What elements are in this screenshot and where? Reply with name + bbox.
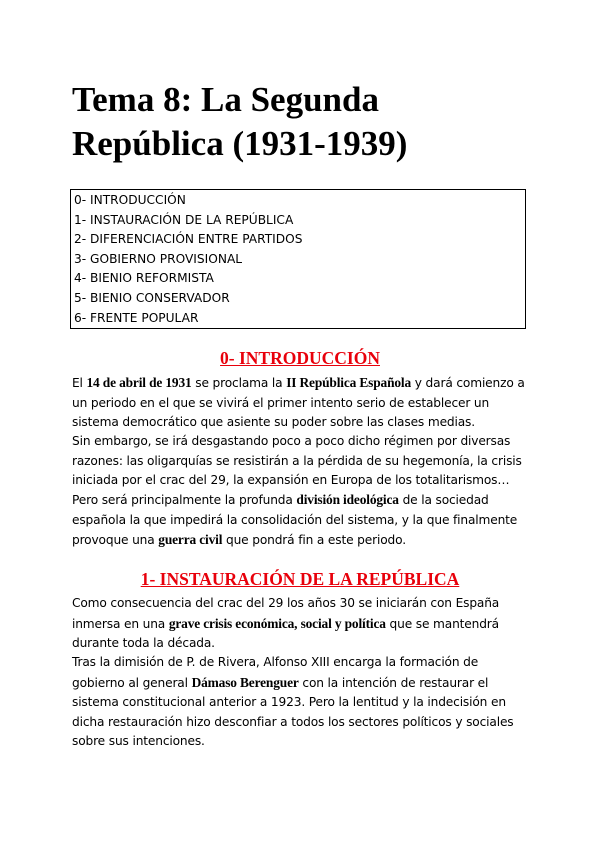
text-run: que se mantendrá durante toda la década. — [72, 616, 499, 651]
text-run: se proclama la — [191, 376, 287, 390]
text-run: Tras la dimisión de P. de Rivera, Alfonso XIII encarga la formación de gobierno al general — [72, 655, 479, 690]
toc-item-bienio-conservador: 5- BIENIO CONSERVADOR — [74, 290, 230, 305]
emphasis-date: 14 de abril de 1931 — [86, 375, 192, 390]
paragraph-intro-3 — [72, 490, 532, 551]
document-title — [72, 78, 542, 166]
toc-item-introduccion: 0- INTRODUCCIÓN — [74, 193, 186, 207]
paragraph-instauracion-1 — [72, 594, 532, 654]
emphasis-republic: II República Española — [286, 375, 412, 390]
paragraph-instauracion-2 — [72, 653, 532, 752]
toc-item-diferenciacion: 2- DIFERENCIACIÓN ENTRE PARTIDOS — [74, 232, 303, 247]
paragraph-intro-1 — [72, 373, 532, 433]
toc-item-frente-popular: 6- FRENTE POPULAR — [74, 310, 199, 325]
text-run: Como consecuencia del crac del 29 los años 30 se iniciarán con España inmersa en una — [72, 596, 500, 631]
text-run: de la sociedad española la que impedirá la consolidación del sistema, y la que finalmente provoque una — [72, 493, 518, 548]
title-line-1: Tema 8: La Segunda — [72, 80, 379, 119]
section-heading-introduccion: 0- INTRODUCCIÓN — [220, 348, 380, 368]
text-run: El — [72, 376, 87, 390]
text-run: y dará comienzo a un periodo en el que se vivirá el primer intento serio de establecer un sistema democrático que asiente su poder sobre las clases medias. — [72, 376, 525, 430]
paragraph-intro-2: Sin embargo, se irá desgastando poco a poco dicho régimen por diversas razones: las oligarquías se resistirán a la pérdida de su hegemonía, la crisis iniciada por el crac del 29, la expansión en Europa de los totalitarismos… — [72, 434, 522, 488]
text-run: con la intención de restaurar el sistema constitucional anterior a 1923. Pero la lentitud y la indecisión en dicha restauración hizo desconfiar a todos los sectores políticos y sociales sobre sus intenciones. — [72, 675, 514, 749]
title-line-2: República (1931-1939) — [72, 124, 408, 163]
toc-item-gobierno-provisional: 3- GOBIERNO PROVISIONAL — [74, 251, 243, 266]
emphasis-civil-war: guerra civil — [158, 532, 223, 548]
toc-item-bienio-reformista: 4- BIENIO REFORMISTA — [74, 271, 214, 286]
emphasis-crisis: grave crisis económica, social y política — [168, 615, 386, 631]
table-of-contents — [70, 189, 526, 329]
emphasis-berenguer: Dámaso Berenguer — [191, 674, 299, 690]
emphasis-division: división ideológica — [296, 492, 399, 507]
text-run: que pondrá fin a este periodo. — [222, 533, 406, 548]
toc-item-instauracion: 1- INSTAURACIÓN DE LA REPÚBLICA — [74, 212, 294, 227]
text-run: Pero será principalmente la profunda — [72, 493, 297, 507]
section-heading-instauracion: 1- INSTAURACIÓN DE LA REPÚBLICA — [140, 569, 460, 589]
